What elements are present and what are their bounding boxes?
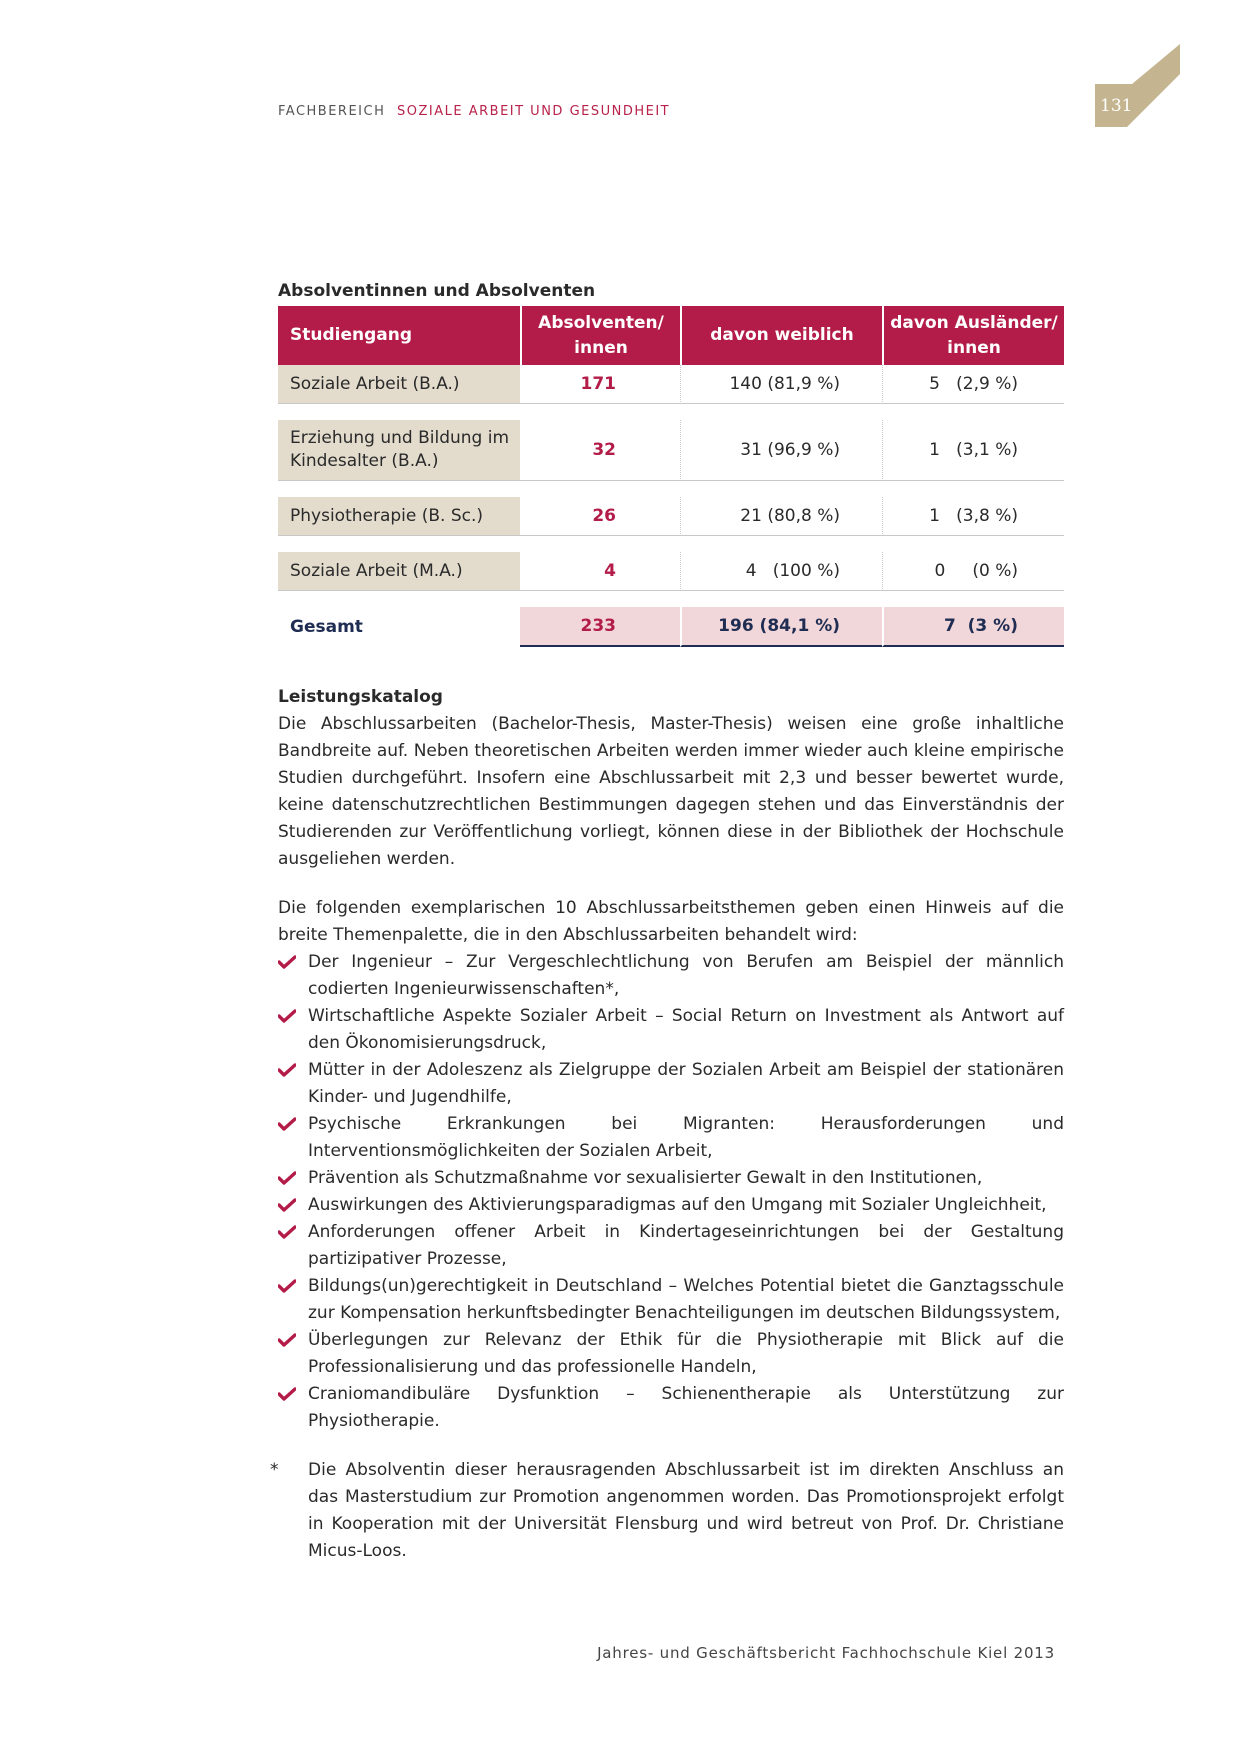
topic-list-item	[278, 1273, 1064, 1327]
page-number: 131	[1100, 96, 1133, 116]
footnote-text: Die Absolventin dieser herausragenden Abschlussarbeit ist im direkten Anschluss an das Masterstudium zur Promotion angenommen worden. Das Promotionsprojekt erfolgt in Kooperation mit der Universität Flensburg und wird betreut von Prof. Dr. Christiane Micus-Loos.	[308, 1460, 1064, 1561]
graduates-table	[278, 306, 1064, 647]
check-mark-icon	[278, 1171, 296, 1185]
topic-text: Auswirkungen des Aktivierungsparadigmas auf den Umgang mit Sozialer Ungleichheit,	[308, 1195, 1047, 1215]
topics-intro: Die folgenden exemplarischen 10 Abschlussarbeitsthemen geben einen Hinweis auf die breite Themenpalette, die in den Abschlussarbeiten behandelt wird:	[278, 898, 1064, 945]
topic-list-item	[278, 1003, 1064, 1057]
running-header	[278, 104, 670, 119]
header-section: SOZIALE ARBEIT UND GESUNDHEIT	[397, 104, 671, 119]
topic-list-item	[278, 1381, 1064, 1435]
header-department: FACHBEREICH	[278, 104, 386, 119]
topic-text: Anforderungen offener Arbeit in Kindertageseinrichtungen bei der Gestaltung partizipativer Prozesse,	[308, 1222, 1064, 1269]
footnote-marker: *	[270, 1460, 279, 1480]
check-mark-icon	[278, 1333, 296, 1347]
table-row	[278, 552, 1064, 591]
table-total-row	[278, 607, 1064, 647]
graduates-count: 4	[520, 552, 680, 591]
female-count: 4 (100 %)	[680, 552, 882, 591]
col-header-program: Studiengang	[278, 306, 520, 365]
topic-text: Bildungs(un)gerechtigkeit in Deutschland – Welches Potential bietet die Ganztagsschule zur Kompensation herkunftsbedingter Benachteiligungen im deutschen Bildungssystem,	[308, 1276, 1064, 1323]
table-row	[278, 497, 1064, 536]
check-mark-icon	[278, 1279, 296, 1293]
graduates-count: 171	[520, 365, 680, 404]
table-row	[278, 420, 1064, 481]
topic-list-item	[278, 1165, 1064, 1192]
body-paragraph: Die Abschlussarbeiten (Bachelor-Thesis, Master-Thesis) weisen eine große inhaltliche Bandbreite auf. Neben theoretischen Arbeiten werden immer wieder auch kleine empirische Studien durchgeführt. Insofern eine Abschlussarbeit mit 2,3 und besser bewertet wurde, keine datenschutzrechtlichen Bestimmungen dagegen stehen und das Einverständnis der Studierenden zur Veröffentlichung vorliegt, können diese in der Bibliothek der Hochschule ausgeliehen werden.	[278, 714, 1064, 869]
foreign-count: 0 (0 %)	[882, 552, 1064, 591]
topic-list-item	[278, 1057, 1064, 1111]
topic-text: Der Ingenieur – Zur Vergeschlechtlichung von Berufen am Beispiel der männlich codierten Ingenieurwissenschaften*,	[308, 952, 1064, 999]
foreign-count: 5 (2,9 %)	[882, 365, 1064, 404]
section-heading: Leistungskatalog	[278, 687, 443, 707]
col-header-graduates: Absolventen/ innen	[520, 306, 680, 365]
topic-list-item	[278, 1111, 1064, 1165]
check-mark-icon	[278, 1063, 296, 1077]
table-header-row	[278, 306, 1064, 365]
total-label: Gesamt	[278, 607, 520, 647]
col-header-female: davon weiblich	[680, 306, 882, 365]
check-mark-icon	[278, 1198, 296, 1212]
program-name: Soziale Arbeit (M.A.)	[278, 552, 520, 591]
leistungskatalog-section	[270, 684, 1064, 1565]
topic-text: Psychische Erkrankungen bei Migranten: Herausforderungen und Interventionsmöglichkeiten der Sozialen Arbeit,	[308, 1114, 1064, 1161]
program-name: Erziehung und Bildung im Kindesalter (B.A.)	[278, 420, 520, 481]
check-mark-icon	[278, 1117, 296, 1131]
graduates-count: 26	[520, 497, 680, 536]
foreign-count: 1 (3,1 %)	[882, 420, 1064, 481]
topic-text: Wirtschaftliche Aspekte Sozialer Arbeit – Social Return on Investment als Antwort auf den Ökonomisierungsdruck,	[308, 1006, 1064, 1053]
program-name: Physiotherapie (B. Sc.)	[278, 497, 520, 536]
table-title: Absolventinnen und Absolventen	[278, 281, 596, 301]
topic-list-item	[278, 1219, 1064, 1273]
table-row	[278, 365, 1064, 404]
graduates-count: 32	[520, 420, 680, 481]
female-count: 140 (81,9 %)	[680, 365, 882, 404]
topic-list-item	[278, 949, 1064, 1003]
check-mark-icon	[278, 1009, 296, 1023]
col-header-foreign: davon Ausländer/ innen	[882, 306, 1064, 365]
topic-text: Prävention als Schutzmaßnahme vor sexualisierter Gewalt in den Institutionen,	[308, 1168, 983, 1188]
topic-list	[278, 949, 1064, 1435]
check-mark-icon	[278, 955, 296, 969]
footnote	[270, 1457, 1064, 1565]
topic-text: Überlegungen zur Relevanz der Ethik für die Physiotherapie mit Blick auf die Professionalisierung und das professionelle Handeln,	[308, 1330, 1064, 1377]
total-graduates: 233	[520, 607, 680, 647]
foreign-count: 1 (3,8 %)	[882, 497, 1064, 536]
total-foreign: 7 (3 %)	[882, 607, 1064, 647]
female-count: 31 (96,9 %)	[680, 420, 882, 481]
topic-text: Craniomandibuläre Dysfunktion – Schienentherapie als Unterstützung zur Physiotherapie.	[308, 1384, 1064, 1431]
topic-text: Mütter in der Adoleszenz als Zielgruppe der Sozialen Arbeit am Beispiel der stationären Kinder- und Jugendhilfe,	[308, 1060, 1064, 1107]
topic-list-item	[278, 1327, 1064, 1381]
total-female: 196 (84,1 %)	[680, 607, 882, 647]
page-footer: Jahres- und Geschäftsbericht Fachhochschule Kiel 2013	[597, 1644, 1055, 1662]
topic-list-item	[278, 1192, 1064, 1219]
program-name: Soziale Arbeit (B.A.)	[278, 365, 520, 404]
female-count: 21 (80,8 %)	[680, 497, 882, 536]
check-mark-icon	[278, 1225, 296, 1239]
check-mark-icon	[278, 1387, 296, 1401]
